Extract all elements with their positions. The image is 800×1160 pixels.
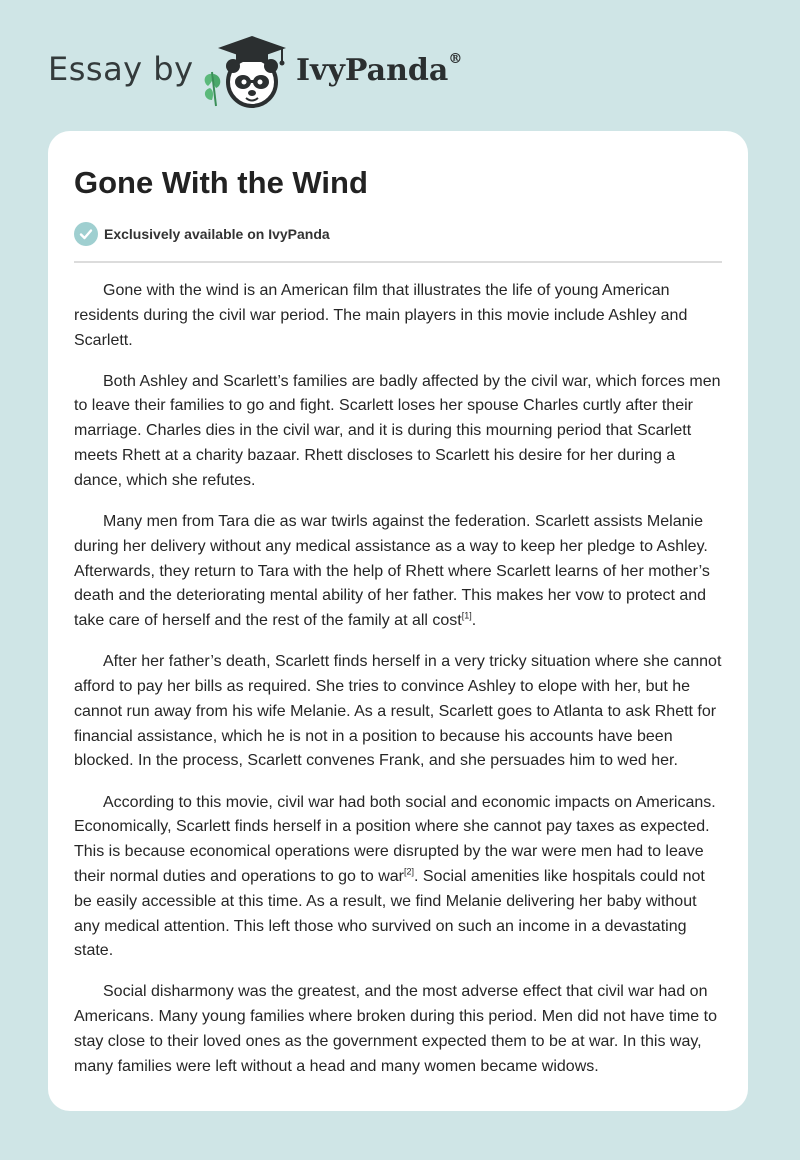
page-title: Gone With the Wind <box>74 165 368 200</box>
paragraph: Social disharmony was the greatest, and the most adverse effect that civil war had on Americans. Many young families where broken during this period. Men did not have time to stay close to their loved ones as the government expected them to be at war. In this way, many families were left without a head and many women became widows. <box>74 983 717 1075</box>
exclusive-badge <box>74 222 330 246</box>
paragraph: After her father’s death, Scarlett finds herself in a very tricky situation where she cannot afford to pay her bills as required. She tries to convince Ashley to elope with her, but he cannot run away from his wife Melanie. As a result, Scarlett goes to Atlanta to ask Rhett for financial assistance, which he is not in a position to because his accounts have been blocked. In the process, Scarlett convenes Frank, and she persuades him to wed her. <box>74 653 722 770</box>
panda-graduate-icon[interactable] <box>200 32 292 110</box>
citation-link[interactable]: [1] <box>461 610 472 621</box>
paragraph: According to this movie, civil war had both social and economic impacts on Americans. Economically, Scarlett finds herself in a position where she cannot pay taxes as expected. This is because economical operations were disrupted by the war were men had to leave their normal duties and operations to go to war[2]. Social amenities like hospitals could not be easily accessible at this time. As a result, we find Melanie delivering her baby without any medical attention. This left those who survived on such an income in a devastating state. <box>74 793 716 960</box>
paragraph: Many men from Tara die as war twirls against the federation. Scarlett assists Melanie during her delivery without any medical assistance as a way to keep her pledge to Ashley. Afterwards, they return to Tara with the help of Rhett where Scarlett learns of her mother’s death and the deteriorating mental ability of her father. This makes her vow to protect and take care of herself and the rest of the family at all cost[1]. <box>74 512 710 630</box>
registered-mark: ® <box>448 51 463 67</box>
site-header <box>0 0 800 130</box>
brand-name[interactable]: IvyPanda® <box>296 51 463 88</box>
essay-by-label: Essay by <box>48 50 194 88</box>
essay-card <box>48 131 748 1111</box>
citation-link[interactable]: [2] <box>403 866 414 877</box>
paragraph: Both Ashley and Scarlett’s families are badly affected by the civil war, which forces men to leave their families to go and fight. Scarlett loses her spouse Charles curtly after their marriage. Charles dies in the civil war, and it is during this mourning period that Scarlett meets Rhett at a charity bazaar. Rhett discloses to Scarlett his desire for her during a dance, which she refutes. <box>74 372 721 489</box>
leaf-icon <box>205 72 221 106</box>
essay-body <box>74 279 726 1096</box>
paragraph: Gone with the wind is an American film that illustrates the life of young American residents during the civil war period. The main players in this movie include Ashley and Scarlett. <box>74 282 688 349</box>
check-icon <box>74 222 98 246</box>
divider <box>74 261 722 263</box>
badge-label: Exclusively available on IvyPanda <box>104 226 330 242</box>
